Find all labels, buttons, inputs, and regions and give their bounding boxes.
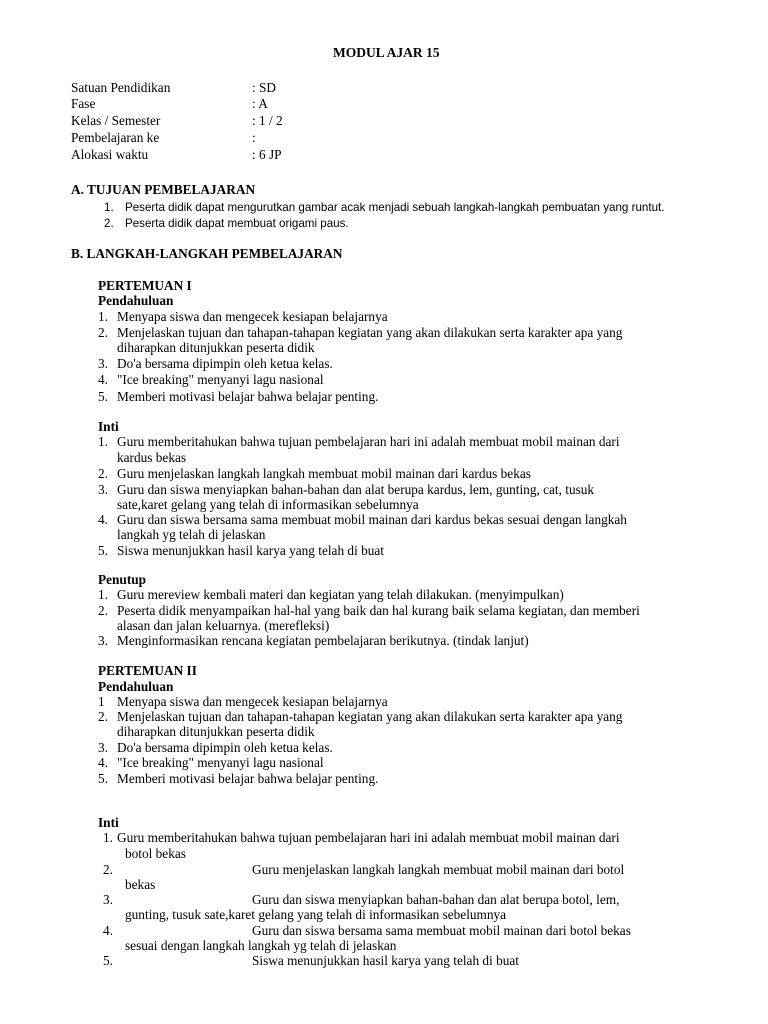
list-number: 4. — [98, 755, 108, 770]
list-number: 5. — [103, 953, 113, 968]
section-heading: B. LANGKAH-LANGKAH PEMBELAJARAN — [71, 246, 343, 261]
list-item-text: Guru menjelaskan langkah langkah membuat mobil mainan dari kardus bekas — [117, 466, 531, 481]
list-item-text: Siswa menunjukkan hasil karya yang telah di buat — [117, 543, 384, 558]
list-number: 2. — [98, 709, 108, 724]
list-item-text: Peserta didik menyampaikan hal-hal yang baik dan hal kurang baik selama kegiatan, dan memberi — [117, 603, 640, 618]
list-item-text: diharapkan ditunjukkan peserta didik — [117, 340, 315, 355]
list-item-text: Guru memberitahukan bahwa tujuan pembelajaran hari ini adalah membuat mobil mainan dari — [117, 434, 620, 449]
list-number: 1. — [98, 587, 108, 602]
list-item-text: bekas — [125, 877, 156, 892]
list-item-text: Siswa menunjukkan hasil karya yang telah di buat — [252, 953, 519, 968]
subsection-label: Penutup — [98, 572, 147, 587]
list-number: 2. — [104, 217, 114, 230]
list-item-text: kardus bekas — [117, 450, 187, 465]
subsection-label: Inti — [98, 419, 119, 434]
identity-value: : 1 / 2 — [252, 113, 283, 128]
list-number: 3. — [98, 633, 108, 648]
page-title: MODUL AJAR 15 — [333, 45, 440, 60]
list-number: 3. — [103, 892, 113, 907]
list-number: 4. — [98, 512, 108, 527]
list-item-text: Menjelaskan tujuan dan tahapan-tahapan kegiatan yang akan dilakukan serta karakter apa yang — [117, 709, 623, 724]
section-heading: A. TUJUAN PEMBELAJARAN — [71, 182, 256, 197]
list-number: 5. — [98, 543, 108, 558]
list-item-text: Guru dan siswa bersama sama membuat mobil mainan dari botol bekas — [252, 923, 631, 938]
meeting-title: PERTEMUAN I — [98, 278, 192, 293]
subsection-label: Pendahuluan — [98, 679, 174, 694]
list-item-text: Guru dan siswa menyiapkan bahan-bahan dan alat berupa kardus, lem, gunting, cat, tusuk — [117, 482, 595, 497]
list-number: 2. — [98, 325, 108, 340]
list-number: 5. — [98, 771, 108, 786]
list-item-text: Peserta didik dapat membuat origami paus. — [125, 217, 349, 230]
list-number: 4. — [98, 372, 108, 387]
list-item-text: Guru dan siswa menyiapkan bahan-bahan dan alat berupa botol, lem, — [252, 892, 620, 907]
list-item-text: Menginformasikan rencana kegiatan pembelajaran berikutnya. (tindak lanjut) — [117, 633, 529, 648]
identity-value: : 6 JP — [252, 147, 282, 162]
list-item-text: botol bekas — [125, 846, 186, 861]
list-number: 3. — [98, 740, 108, 755]
list-item-text: Peserta didik dapat mengurutkan gambar acak menjadi sebuah langkah-langkah pembuatan yang runtut. — [125, 201, 665, 214]
identity-label: Pembelajaran ke — [71, 130, 160, 145]
identity-value: : — [252, 130, 256, 145]
list-item-text: Guru memberitahukan bahwa tujuan pembelajaran hari ini adalah membuat mobil mainan dari — [117, 830, 620, 845]
list-item-text: Memberi motivasi belajar bahwa belajar penting. — [117, 771, 379, 786]
list-item-text: Menyapa siswa dan mengecek kesiapan belajarnya — [117, 694, 388, 709]
meeting-title: PERTEMUAN II — [98, 663, 197, 678]
identity-label: Fase — [71, 96, 96, 111]
list-item-text: "Ice breaking" menyanyi lagu nasional — [117, 372, 324, 387]
list-number: 5. — [98, 389, 108, 404]
list-item-text: sesuai dengan langkah langkah yg telah di jelaskan — [125, 938, 397, 953]
list-number: 1 — [98, 694, 105, 709]
identity-label: Kelas / Semester — [71, 113, 161, 128]
list-item-text: diharapkan ditunjukkan peserta didik — [117, 724, 315, 739]
subsection-label: Pendahuluan — [98, 293, 174, 308]
list-item-text: Do'a bersama dipimpin oleh ketua kelas. — [117, 740, 333, 755]
subsection-label: Inti — [98, 815, 119, 830]
list-item-text: Memberi motivasi belajar bahwa belajar penting. — [117, 389, 379, 404]
list-item-text: Menjelaskan tujuan dan tahapan-tahapan kegiatan yang akan dilakukan serta karakter apa yang — [117, 325, 623, 340]
identity-value: : A — [252, 96, 268, 111]
list-number: 1. — [98, 309, 108, 324]
identity-label: Satuan Pendidikan — [71, 80, 171, 95]
list-item-text: langkah yg telah di jelaskan — [117, 527, 266, 542]
list-number: 2. — [98, 466, 108, 481]
list-item-text: sate,karet gelang yang telah di informasikan sebelumnya — [117, 497, 419, 512]
list-item-text: Menyapa siswa dan mengecek kesiapan belajarnya — [117, 309, 388, 324]
list-number: 2. — [103, 862, 113, 877]
list-number: 3. — [98, 356, 108, 371]
list-item-text: Do'a bersama dipimpin oleh ketua kelas. — [117, 356, 333, 371]
identity-value: : SD — [252, 80, 277, 95]
list-item-text: Guru menjelaskan langkah langkah membuat mobil mainan dari botol — [252, 862, 625, 877]
list-number: 1. — [103, 830, 113, 845]
list-item-text: gunting, tusuk sate,karet gelang yang telah di informasikan sebelumnya — [125, 907, 507, 922]
list-item-text: alasan dan jalan keluarnya. (merefleksi) — [117, 618, 330, 633]
list-number: 1. — [104, 201, 114, 214]
list-item-text: Guru mereview kembali materi dan kegiatan yang telah dilakukan. (menyimpulkan) — [117, 587, 564, 602]
identity-label: Alokasi waktu — [71, 147, 149, 162]
list-number: 2. — [98, 603, 108, 618]
list-item-text: "Ice breaking" menyanyi lagu nasional — [117, 755, 324, 770]
list-number: 4. — [103, 923, 113, 938]
list-item-text: Guru dan siswa bersama sama membuat mobil mainan dari kardus bekas sesuai dengan langkah — [117, 512, 627, 527]
list-number: 1. — [98, 434, 108, 449]
list-number: 3. — [98, 482, 108, 497]
